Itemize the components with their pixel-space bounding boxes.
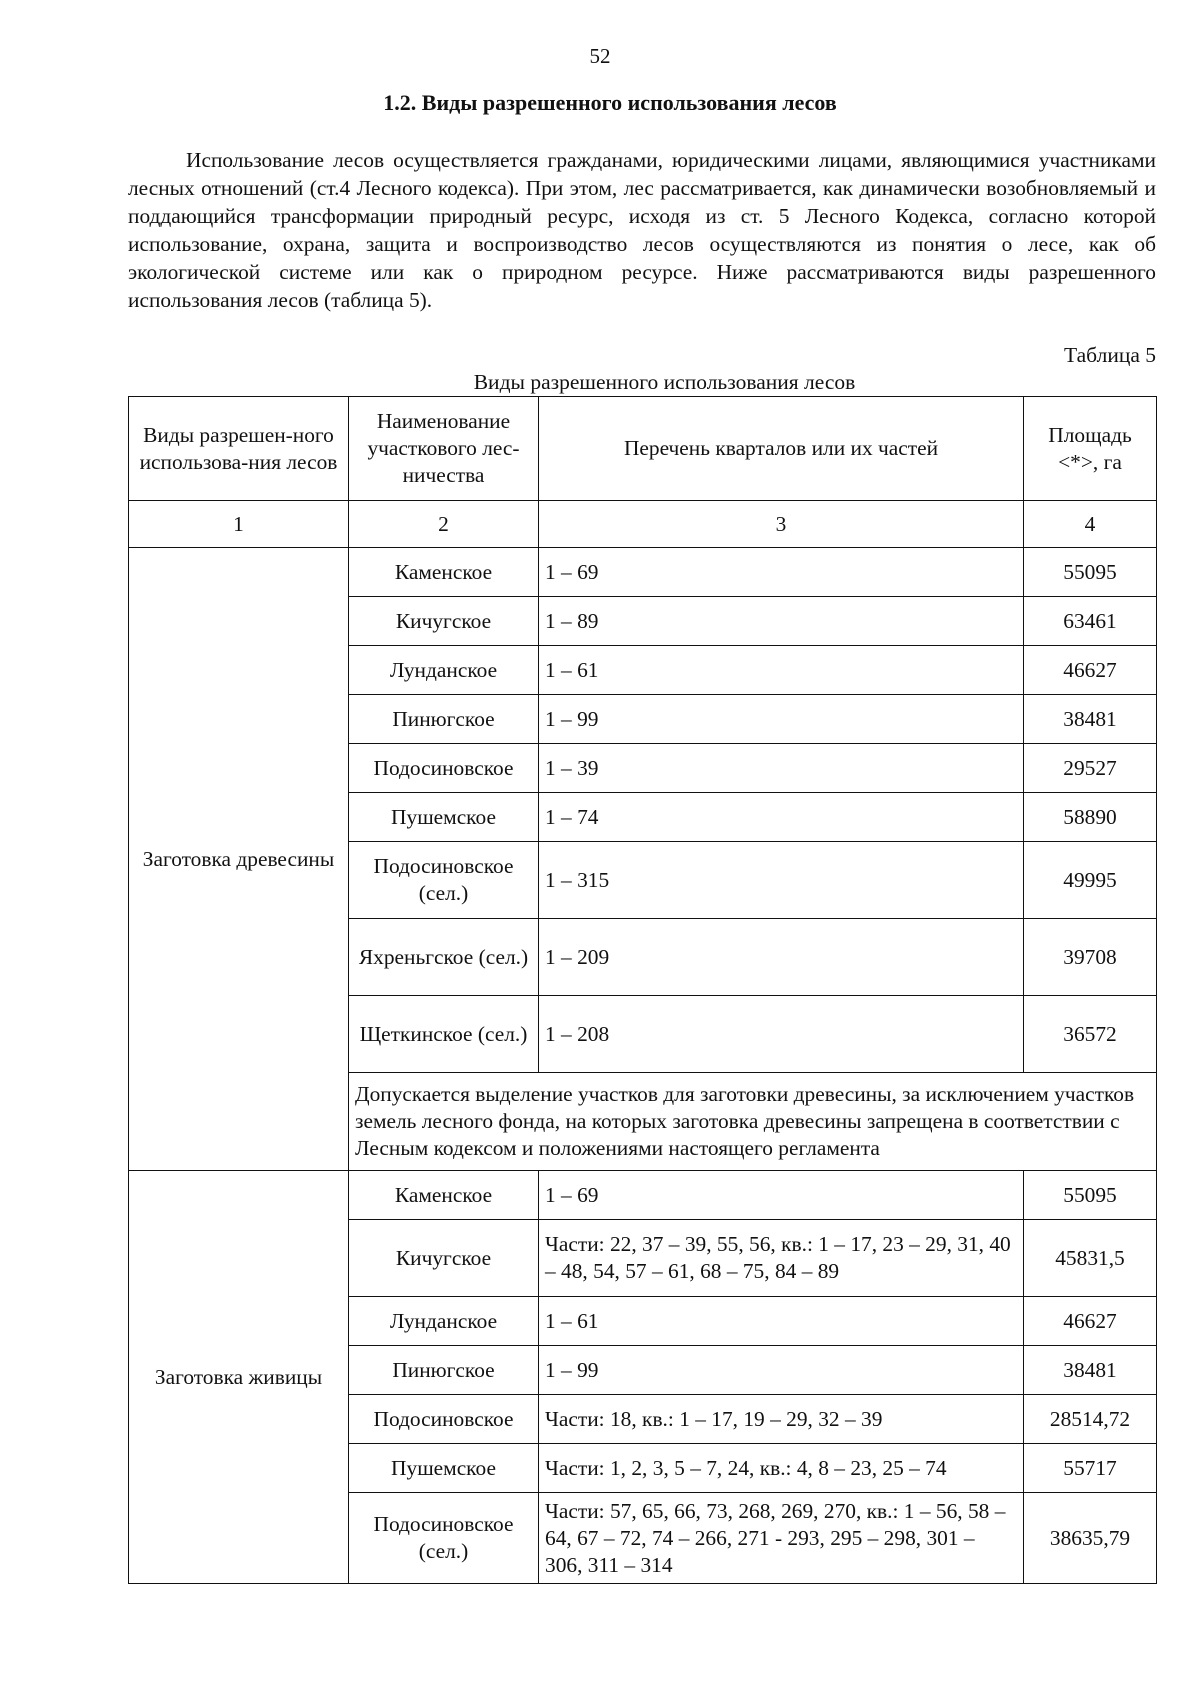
forestry-cell: Пинюгское — [349, 1346, 539, 1395]
column-numbers-row — [129, 501, 1157, 548]
area-cell: 55717 — [1024, 1444, 1157, 1493]
quarters-cell: 1 – 89 — [539, 597, 1024, 646]
section-title: 1.2. Виды разрешенного использования лесов — [383, 90, 837, 115]
quarters-cell: 1 – 315 — [539, 842, 1024, 919]
quarters-cell: 1 – 69 — [539, 548, 1024, 597]
column-number: 2 — [349, 501, 539, 548]
forestry-cell: Лунданское — [349, 646, 539, 695]
forestry-cell: Каменское — [349, 1171, 539, 1220]
intro-paragraph: Использование лесов осуществляется гражданами, юридическими лицами, являющимися участниками лесных отношений (ст.4 Лесного кодекса). При этом, лес рассматривается, как динамически возобновляемый и поддающийся трансформации природный ресурс, исходя из ст. 5 Лесного Кодекса, согласно которой использование, охрана, защита и воспроизводство лесов осуществляются из понятия о лесе, как об экологической системе или как о природном ресурсе. Ниже рассматриваются виды разрешенного использования лесов (таблица 5). — [128, 148, 1156, 312]
forestry-cell: Яхреньгское (сел.) — [349, 919, 539, 996]
header-area: Площадь <*>, га — [1024, 397, 1157, 501]
header-forestry: Наименование участкового лес-ничества — [349, 397, 539, 501]
area-cell: 28514,72 — [1024, 1395, 1157, 1444]
quarters-cell: Части: 22, 37 – 39, 55, 56, кв.: 1 – 17, 23 – 29, 31, 40 – 48, 54, 57 – 61, 68 – 75, 84 – 89 — [539, 1220, 1024, 1297]
area-cell: 29527 — [1024, 744, 1157, 793]
note-cell: Допускается выделение участков для заготовки древесины, за исключением участков земель лесного фонда, на которых заготовка древесины запрещена в соответствии с Лесным кодексом и положениями настоящего регламента — [349, 1073, 1157, 1171]
table-caption: Виды разрешенного использования лесов — [473, 370, 856, 394]
header-quarters: Перечень кварталов или их частей — [539, 397, 1024, 501]
forest-usage-table — [128, 396, 1157, 1584]
area-cell: 49995 — [1024, 842, 1157, 919]
forestry-cell: Подосиновское (сел.) — [349, 842, 539, 919]
forestry-cell: Пинюгское — [349, 695, 539, 744]
forestry-cell: Пушемское — [349, 793, 539, 842]
quarters-cell: 1 – 99 — [539, 1346, 1024, 1395]
quarters-cell: 1 – 61 — [539, 1297, 1024, 1346]
forestry-cell: Пушемское — [349, 1444, 539, 1493]
area-cell: 45831,5 — [1024, 1220, 1157, 1297]
area-cell: 46627 — [1024, 1297, 1157, 1346]
table-row — [129, 548, 1157, 597]
area-cell: 58890 — [1024, 793, 1157, 842]
forestry-cell: Каменское — [349, 548, 539, 597]
quarters-cell: 1 – 69 — [539, 1171, 1024, 1220]
area-cell: 36572 — [1024, 996, 1157, 1073]
forestry-cell: Подосиновское — [349, 744, 539, 793]
quarters-cell: 1 – 39 — [539, 744, 1024, 793]
quarters-cell: 1 – 208 — [539, 996, 1024, 1073]
column-number: 1 — [129, 501, 349, 548]
quarters-cell: Части: 57, 65, 66, 73, 268, 269, 270, кв.: 1 – 56, 58 – 64, 67 – 72, 74 – 266, 271 - 293, 295 – 298, 301 – 306, 311 – 314 — [539, 1493, 1024, 1584]
area-cell: 55095 — [1024, 1171, 1157, 1220]
page-number: 52 — [589, 44, 611, 68]
forestry-cell: Подосиновское — [349, 1395, 539, 1444]
quarters-cell: 1 – 99 — [539, 695, 1024, 744]
column-number: 3 — [539, 501, 1024, 548]
area-cell: 63461 — [1024, 597, 1157, 646]
area-cell: 46627 — [1024, 646, 1157, 695]
quarters-cell: Части: 18, кв.: 1 – 17, 19 – 29, 32 – 39 — [539, 1395, 1024, 1444]
table-number-label: Таблица 5 — [1064, 343, 1156, 367]
table-header-row — [129, 397, 1157, 501]
usage-type-cell: Заготовка живицы — [129, 1171, 349, 1584]
table-row — [129, 1171, 1157, 1220]
forestry-cell: Кичугское — [349, 597, 539, 646]
column-number: 4 — [1024, 501, 1157, 548]
forestry-cell: Кичугское — [349, 1220, 539, 1297]
area-cell: 38481 — [1024, 1346, 1157, 1395]
quarters-cell: 1 – 74 — [539, 793, 1024, 842]
usage-type-cell: Заготовка древесины — [129, 548, 349, 1171]
header-usage-type: Виды разрешен-ного использова-ния лесов — [129, 397, 349, 501]
quarters-cell: Части: 1, 2, 3, 5 – 7, 24, кв.: 4, 8 – 23, 25 – 74 — [539, 1444, 1024, 1493]
area-cell: 39708 — [1024, 919, 1157, 996]
area-cell: 38635,79 — [1024, 1493, 1157, 1584]
quarters-cell: 1 – 209 — [539, 919, 1024, 996]
area-cell: 38481 — [1024, 695, 1157, 744]
forestry-cell: Лунданское — [349, 1297, 539, 1346]
forestry-cell: Щеткинское (сел.) — [349, 996, 539, 1073]
area-cell: 55095 — [1024, 548, 1157, 597]
forestry-cell: Подосиновское (сел.) — [349, 1493, 539, 1584]
quarters-cell: 1 – 61 — [539, 646, 1024, 695]
